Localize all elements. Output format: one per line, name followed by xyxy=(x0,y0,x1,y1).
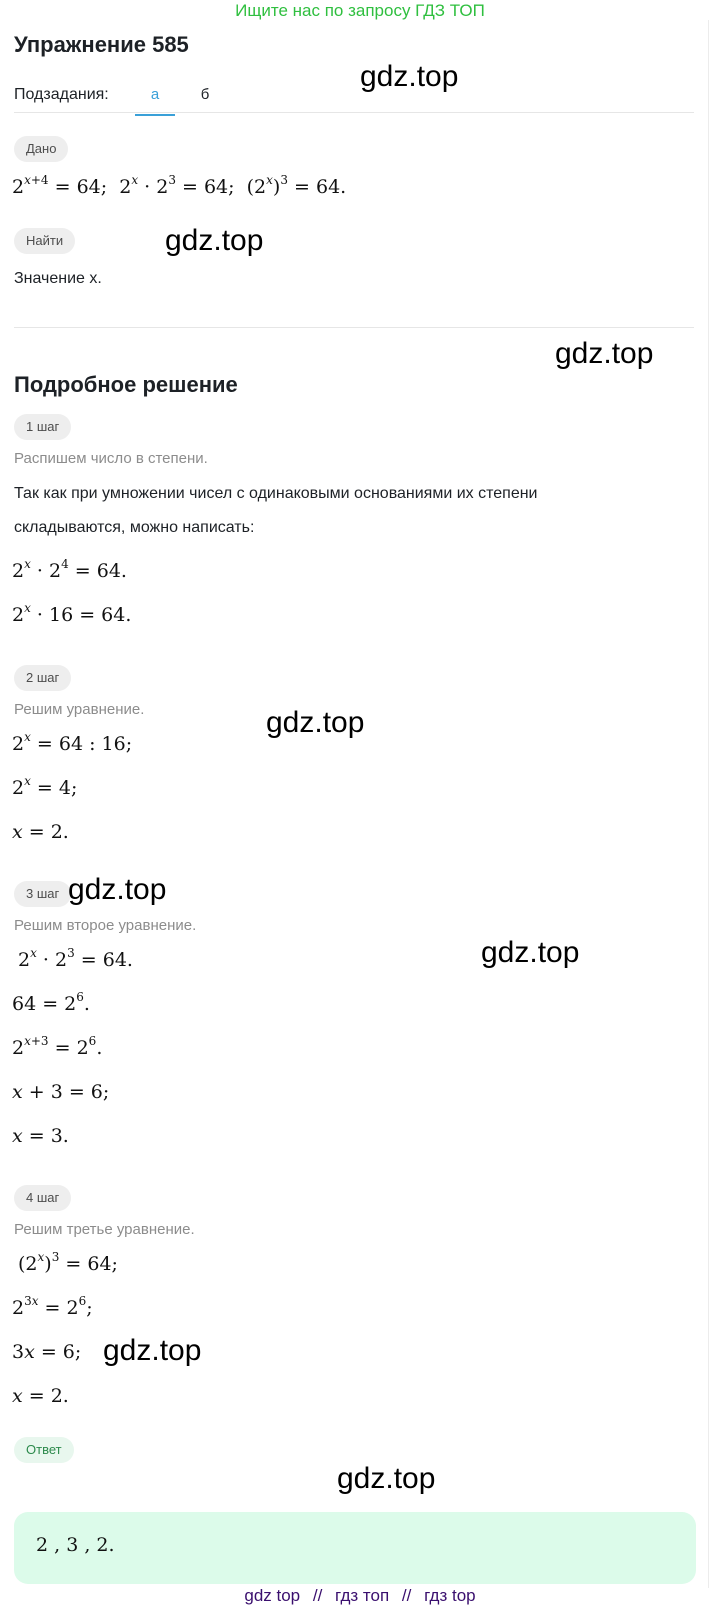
step-4-desc: Решим третье уравнение. xyxy=(14,1221,195,1238)
watermark: gdz.top xyxy=(165,224,264,257)
watermark: gdz.top xyxy=(68,873,167,906)
step-2-desc: Решим уравнение. xyxy=(14,701,145,718)
active-tab-indicator xyxy=(135,114,175,116)
watermark: gdz.top xyxy=(481,936,580,969)
page-title: Упражнение 585 xyxy=(14,32,189,57)
find-text: Значение x. xyxy=(14,270,102,287)
step-4-math: $(2^x)^3 = 64$; xyxy=(18,1250,118,1275)
footer-separator: // xyxy=(401,1586,412,1605)
step-2-math: x = 2. xyxy=(12,821,69,843)
step-4-math: x = 2. xyxy=(12,1385,69,1407)
tab-a[interactable]: а xyxy=(150,86,160,103)
tab-b[interactable]: б xyxy=(200,86,210,103)
step-3-math: $64 = 2^6$. xyxy=(12,990,90,1015)
solution-title: Подробное решение xyxy=(14,372,238,397)
watermark: gdz.top xyxy=(360,60,459,93)
step-1-badge: 1 шаг xyxy=(14,414,71,440)
step-1-math: $2^x \cdot 16 = 64$. xyxy=(12,601,132,626)
search-banner: Ищите нас по запросу ГДЗ ТОП xyxy=(235,1,485,20)
step-3-badge: 3 шаг xyxy=(14,881,71,907)
watermark: gdz.top xyxy=(337,1462,436,1495)
step-3-math: x + 3 = 6; xyxy=(12,1081,110,1103)
find-badge: Найти xyxy=(14,228,75,254)
right-divider xyxy=(708,20,709,1588)
step-1-math: $2^x \cdot 2^4 = 64$. xyxy=(12,557,127,582)
footer-separator: // xyxy=(312,1586,323,1605)
footer-link[interactable]: гдз top xyxy=(424,1586,476,1605)
footer-link[interactable]: gdz top xyxy=(244,1586,301,1605)
step-3-math: x = 3. xyxy=(12,1125,69,1147)
step-2-badge: 2 шаг xyxy=(14,665,71,691)
answer-badge: Ответ xyxy=(14,1437,74,1463)
answer-value: 2 , 3 , 2. xyxy=(36,1534,115,1556)
step-2-math: $2^x = 64$ : 16; xyxy=(12,730,133,755)
divider xyxy=(14,112,694,113)
subtasks-label: Подзадания: xyxy=(14,86,109,103)
step-2-math: $2^x = 4$; xyxy=(12,774,78,799)
step-1-desc: Распишем число в степени. xyxy=(14,450,208,467)
footer-link[interactable]: гдз топ xyxy=(335,1586,390,1605)
step-3-math: $2^{x+3} = 2^6$. xyxy=(12,1034,103,1059)
step-4-math: $2^{3x} = 2^6$; xyxy=(12,1294,93,1319)
watermark: gdz.top xyxy=(103,1334,202,1367)
step-3-math: $2^x \cdot 2^3 = 64$. xyxy=(18,946,133,971)
step-4-badge: 4 шаг xyxy=(14,1185,71,1211)
step-3-desc: Решим второе уравнение. xyxy=(14,917,197,934)
step-1-text-line: Так как при умножении чисел с одинаковыми основаниями их степени xyxy=(14,485,538,502)
answer-box xyxy=(14,1512,696,1584)
divider xyxy=(14,327,694,328)
footer-links xyxy=(0,1586,720,1606)
watermark: gdz.top xyxy=(266,706,365,739)
watermark: gdz.top xyxy=(555,337,654,370)
given-badge: Дано xyxy=(14,136,68,162)
given-equations: $2^{x+4} = 64$; $2^x \cdot 2^3 = 64$; $(2^x)^3 = 64$. xyxy=(12,173,347,198)
step-4-math: 3x = 6; xyxy=(12,1341,82,1363)
step-1-text-line: складываются, можно написать: xyxy=(14,519,255,536)
